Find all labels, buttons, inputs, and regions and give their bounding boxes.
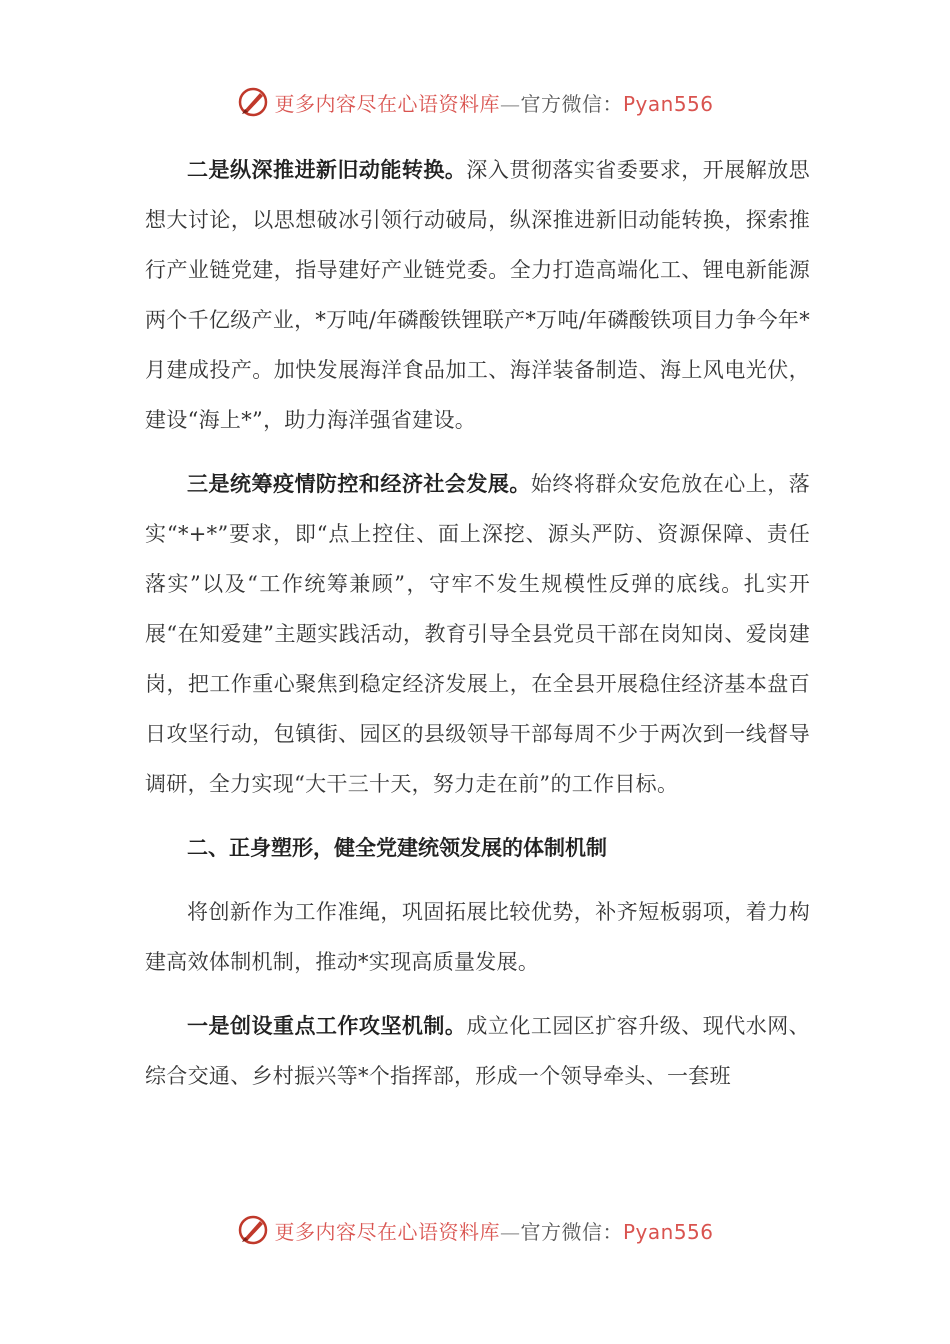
banner-text: 更多内容尽在心语资料库—官方微信：Pyan556 xyxy=(274,1219,714,1244)
footer-banner xyxy=(0,1210,950,1250)
section-heading-2: 二、正身塑形，健全党建统领发展的体制机制 xyxy=(187,835,607,860)
paragraph-intro-2: 将创新作为工作准绳，巩固拓展比较优势，补齐短板弱项，着力构建高效体制机制，推动*实现高质量发展。 xyxy=(145,900,810,974)
paragraph-new-old-drivers: 二是纵深推进新旧动能转换。深入贯彻落实省委要求，开展解放思想大讨论，以思想破冰引领行动破局，纵深推进新旧动能转换，探索推行产业链党建，指导建好产业链党委。全力打造高端化工、锂电新能源两个千亿级产业，*万吨/年磷酸铁锂联产*万吨/年磷酸铁项目力争今年*月建成投产。加快发展海洋食品加工、海洋装备制造、海上风电光伏，建设“海上*”，助力海洋强省建设。 xyxy=(145,157,810,432)
pen-logo-icon xyxy=(236,85,270,119)
paragraph-key-work-mechanism: 一是创设重点工作攻坚机制。成立化工园区扩容升级、现代水网、综合交通、乡村振兴等*个指挥部，形成一个领导牵头、一套班 xyxy=(145,1013,810,1088)
banner-text: 更多内容尽在心语资料库—官方微信：Pyan556 xyxy=(274,91,714,116)
paragraph-epidemic-economy: 三是统筹疫情防控和经济社会发展。始终将群众安危放在心上，落实“*+*”要求，即“点上控住、面上深挖、源头严防、资源保障、责任落实”以及“工作统筹兼顾”，守牢不发生规模性反弹的底线。扎实开展“在知爱建”主题实践活动，教育引导全县党员干部在岗知岗、爱岗建岗，把工作重心聚焦到稳定经济发展上，在全县开展稳住经济基本盘百日攻坚行动，包镇街、园区的县级领导干部每周不少于两次到一线督导调研，全力实现“大干三十天，努力走在前”的工作目标。 xyxy=(145,471,810,796)
document-body xyxy=(145,145,810,1115)
pen-logo-icon xyxy=(236,1213,270,1247)
header-banner xyxy=(0,82,950,122)
